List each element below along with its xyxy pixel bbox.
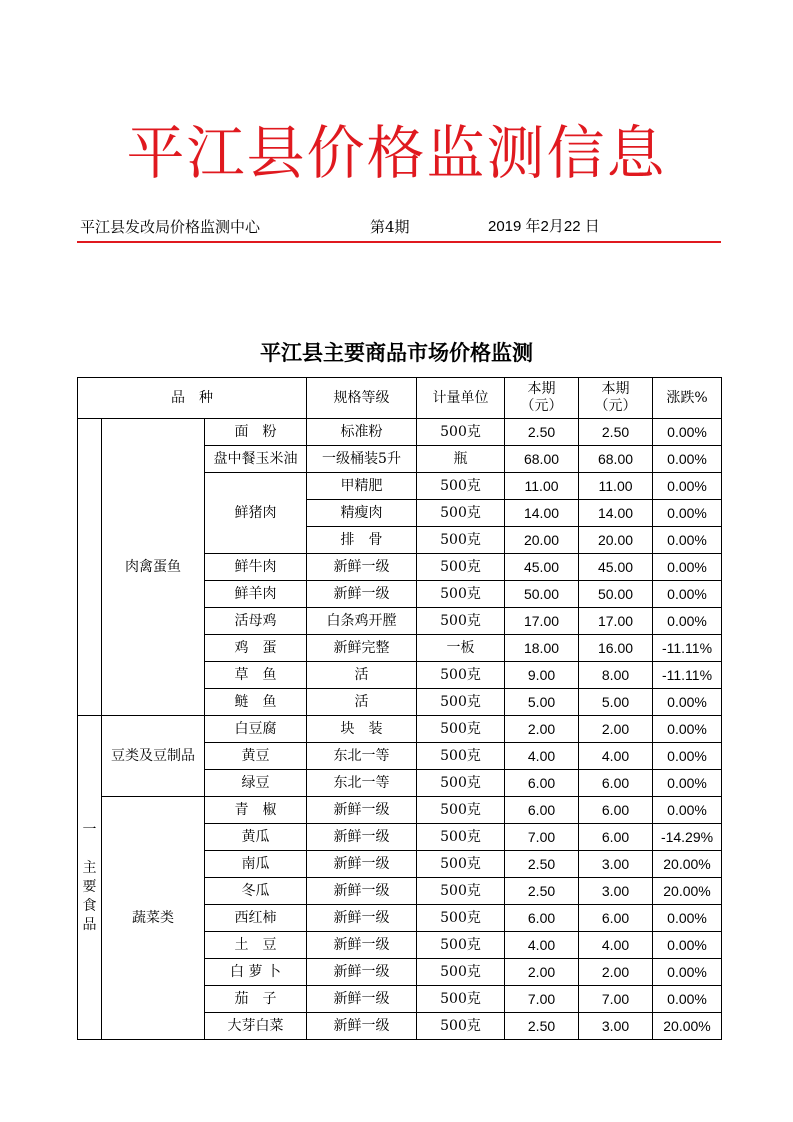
- item-previous-price: 4.00: [579, 932, 653, 959]
- item-spec: 标准粉: [307, 419, 417, 446]
- item-current-price: 2.50: [505, 1013, 579, 1040]
- header-divider: [77, 241, 721, 243]
- item-name: 鲢 鱼: [205, 689, 307, 716]
- item-unit: 500克: [417, 986, 505, 1013]
- item-previous-price: 68.00: [579, 446, 653, 473]
- item-current-price: 2.00: [505, 959, 579, 986]
- item-unit: 500克: [417, 581, 505, 608]
- item-unit: 500克: [417, 851, 505, 878]
- item-change: 0.00%: [653, 986, 722, 1013]
- item-current-price: 2.50: [505, 878, 579, 905]
- item-previous-price: 2.00: [579, 716, 653, 743]
- item-unit: 500克: [417, 419, 505, 446]
- item-change: 0.00%: [653, 446, 722, 473]
- item-previous-price: 16.00: [579, 635, 653, 662]
- item-change: 20.00%: [653, 851, 722, 878]
- item-unit: 瓶: [417, 446, 505, 473]
- item-name: 绿豆: [205, 770, 307, 797]
- category-soy: 豆类及豆制品: [102, 716, 205, 797]
- item-spec: 一级桶装5升: [307, 446, 417, 473]
- table-row: [78, 797, 722, 824]
- item-spec: 精瘦肉: [307, 500, 417, 527]
- item-unit: 500克: [417, 743, 505, 770]
- table-title: 平江县主要商品市场价格监测: [260, 340, 533, 365]
- item-spec: 新鲜一级: [307, 986, 417, 1013]
- item-spec: 活: [307, 662, 417, 689]
- category-main-food-top: [78, 419, 102, 716]
- item-change: 0.00%: [653, 419, 722, 446]
- item-change: 0.00%: [653, 797, 722, 824]
- item-change: 20.00%: [653, 1013, 722, 1040]
- item-change: 0.00%: [653, 581, 722, 608]
- category-main-food: 一 主 要 食 品: [78, 716, 102, 1040]
- item-current-price: 50.00: [505, 581, 579, 608]
- item-previous-price: 6.00: [579, 797, 653, 824]
- item-spec: 新鲜一级: [307, 554, 417, 581]
- table-row: [78, 716, 722, 743]
- item-current-price: 4.00: [505, 932, 579, 959]
- item-spec: 活: [307, 689, 417, 716]
- item-unit: 一板: [417, 635, 505, 662]
- item-unit: 500克: [417, 527, 505, 554]
- item-change: 0.00%: [653, 716, 722, 743]
- item-spec: 新鲜一级: [307, 851, 417, 878]
- item-spec: 新鲜一级: [307, 1013, 417, 1040]
- item-current-price: 6.00: [505, 905, 579, 932]
- header-unit: 计量单位: [417, 378, 505, 419]
- item-change: 0.00%: [653, 959, 722, 986]
- issue-number: 第4期: [370, 218, 410, 236]
- item-current-price: 11.00: [505, 473, 579, 500]
- item-previous-price: 7.00: [579, 986, 653, 1013]
- item-unit: 500克: [417, 689, 505, 716]
- header-previous-price: 本期 （元）: [579, 378, 653, 419]
- item-name: 青 椒: [205, 797, 307, 824]
- item-spec: 新鲜一级: [307, 959, 417, 986]
- item-change: 0.00%: [653, 527, 722, 554]
- item-previous-price: 8.00: [579, 662, 653, 689]
- item-name: 白 萝 卜: [205, 959, 307, 986]
- item-previous-price: 14.00: [579, 500, 653, 527]
- category-vegetables: 蔬菜类: [102, 797, 205, 1040]
- item-unit: 500克: [417, 878, 505, 905]
- item-change: 0.00%: [653, 473, 722, 500]
- item-spec: 东北一等: [307, 770, 417, 797]
- issuing-agency: 平江县发改局价格监测中心: [80, 218, 261, 236]
- item-change: -14.29%: [653, 824, 722, 851]
- item-current-price: 68.00: [505, 446, 579, 473]
- item-name: 黄瓜: [205, 824, 307, 851]
- item-current-price: 9.00: [505, 662, 579, 689]
- item-name-pork: 鲜猪肉: [205, 473, 307, 554]
- item-unit: 500克: [417, 959, 505, 986]
- item-previous-price: 45.00: [579, 554, 653, 581]
- item-spec: 新鲜一级: [307, 878, 417, 905]
- item-unit: 500克: [417, 824, 505, 851]
- item-change: 0.00%: [653, 770, 722, 797]
- item-change: 0.00%: [653, 608, 722, 635]
- item-unit: 500克: [417, 797, 505, 824]
- item-current-price: 5.00: [505, 689, 579, 716]
- item-name: 鲜羊肉: [205, 581, 307, 608]
- header-spec: 规格等级: [307, 378, 417, 419]
- item-change: 0.00%: [653, 500, 722, 527]
- item-unit: 500克: [417, 1013, 505, 1040]
- item-previous-price: 6.00: [579, 824, 653, 851]
- item-previous-price: 2.00: [579, 959, 653, 986]
- item-current-price: 14.00: [505, 500, 579, 527]
- item-previous-price: 6.00: [579, 770, 653, 797]
- item-name: 鸡 蛋: [205, 635, 307, 662]
- item-unit: 500克: [417, 905, 505, 932]
- item-current-price: 18.00: [505, 635, 579, 662]
- item-change: 0.00%: [653, 905, 722, 932]
- item-previous-price: 4.00: [579, 743, 653, 770]
- item-current-price: 4.00: [505, 743, 579, 770]
- item-change: 20.00%: [653, 878, 722, 905]
- item-previous-price: 20.00: [579, 527, 653, 554]
- item-name: 南瓜: [205, 851, 307, 878]
- item-current-price: 6.00: [505, 797, 579, 824]
- item-change: -11.11%: [653, 662, 722, 689]
- item-unit: 500克: [417, 554, 505, 581]
- item-current-price: 17.00: [505, 608, 579, 635]
- item-name: 白豆腐: [205, 716, 307, 743]
- item-change: 0.00%: [653, 743, 722, 770]
- item-current-price: 2.50: [505, 851, 579, 878]
- item-spec: 块 装: [307, 716, 417, 743]
- item-spec: 新鲜完整: [307, 635, 417, 662]
- item-previous-price: 17.00: [579, 608, 653, 635]
- item-previous-price: 2.50: [579, 419, 653, 446]
- item-change: 0.00%: [653, 554, 722, 581]
- item-spec: 东北一等: [307, 743, 417, 770]
- item-previous-price: 50.00: [579, 581, 653, 608]
- item-current-price: 45.00: [505, 554, 579, 581]
- item-spec: 排 骨: [307, 527, 417, 554]
- item-name: 土 豆: [205, 932, 307, 959]
- item-current-price: 6.00: [505, 770, 579, 797]
- item-spec: 新鲜一级: [307, 797, 417, 824]
- header-current-price: 本期 （元）: [505, 378, 579, 419]
- item-previous-price: 3.00: [579, 851, 653, 878]
- masthead-title: 平江县价格监测信息: [126, 119, 667, 187]
- item-change: -11.11%: [653, 635, 722, 662]
- item-unit: 500克: [417, 500, 505, 527]
- item-name: 盘中餐玉米油: [205, 446, 307, 473]
- item-unit: 500克: [417, 473, 505, 500]
- table-row: [78, 419, 722, 446]
- item-spec: 新鲜一级: [307, 932, 417, 959]
- item-name: 面 粉: [205, 419, 307, 446]
- item-spec: 新鲜一级: [307, 581, 417, 608]
- header-variety: 品 种: [78, 378, 307, 419]
- item-previous-price: 3.00: [579, 878, 653, 905]
- item-unit: 500克: [417, 932, 505, 959]
- item-name: 黄豆: [205, 743, 307, 770]
- item-spec: 白条鸡开膛: [307, 608, 417, 635]
- issue-date: 2019 年2月22 日: [488, 218, 600, 235]
- item-previous-price: 3.00: [579, 1013, 653, 1040]
- item-name: 大芽白菜: [205, 1013, 307, 1040]
- item-spec: 新鲜一级: [307, 824, 417, 851]
- item-name: 草 鱼: [205, 662, 307, 689]
- item-change: 0.00%: [653, 689, 722, 716]
- item-current-price: 20.00: [505, 527, 579, 554]
- item-unit: 500克: [417, 662, 505, 689]
- item-change: 0.00%: [653, 932, 722, 959]
- item-current-price: 7.00: [505, 824, 579, 851]
- item-name: 冬瓜: [205, 878, 307, 905]
- item-name: 茄 子: [205, 986, 307, 1013]
- item-spec: 新鲜一级: [307, 905, 417, 932]
- header-row: [78, 378, 722, 419]
- item-current-price: 2.00: [505, 716, 579, 743]
- item-current-price: 2.50: [505, 419, 579, 446]
- item-previous-price: 6.00: [579, 905, 653, 932]
- price-table: [77, 377, 722, 1040]
- item-current-price: 7.00: [505, 986, 579, 1013]
- item-unit: 500克: [417, 770, 505, 797]
- item-name: 西红柿: [205, 905, 307, 932]
- item-previous-price: 11.00: [579, 473, 653, 500]
- item-unit: 500克: [417, 608, 505, 635]
- item-previous-price: 5.00: [579, 689, 653, 716]
- item-spec: 甲精肥: [307, 473, 417, 500]
- item-unit: 500克: [417, 716, 505, 743]
- item-name: 活母鸡: [205, 608, 307, 635]
- category-meat: 肉禽蛋鱼: [102, 419, 205, 716]
- header-change: 涨跌%: [653, 378, 722, 419]
- item-name: 鲜牛肉: [205, 554, 307, 581]
